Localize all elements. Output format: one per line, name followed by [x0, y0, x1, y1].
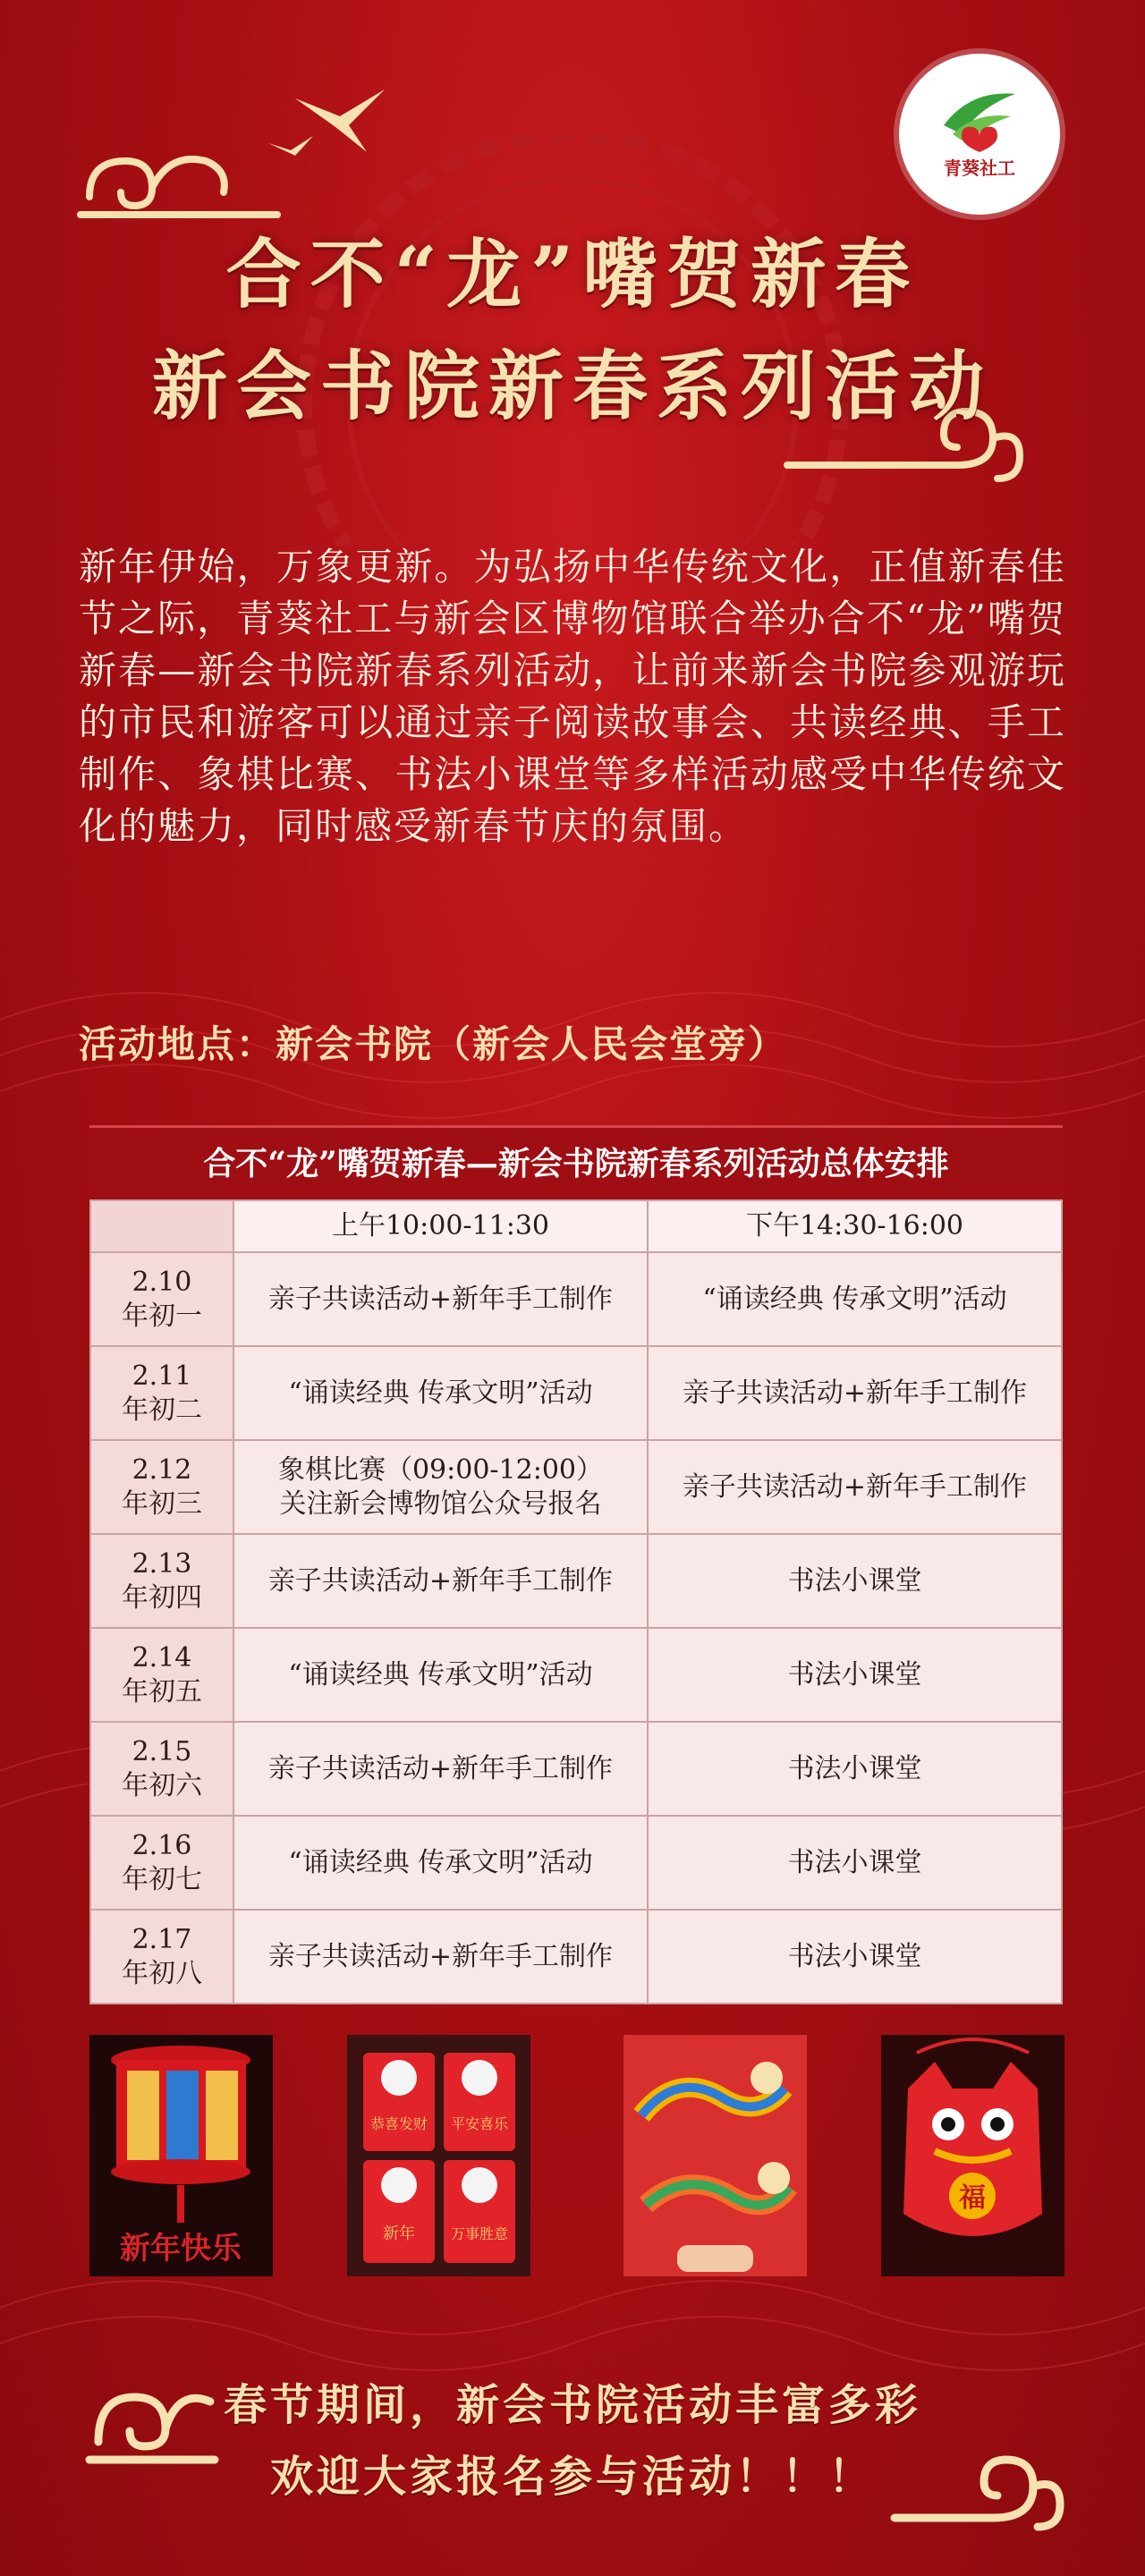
pm-activity: 书法小课堂 — [648, 1628, 1062, 1722]
table-row — [90, 1722, 1062, 1816]
envelope-text-3: 新年 — [383, 2224, 415, 2243]
table-header-row — [90, 1200, 1062, 1252]
activity-photos — [0, 2035, 1145, 2276]
am-activity: “诵读经典 传承文明”活动 — [233, 1628, 648, 1722]
lunar-day: 年初四 — [122, 1581, 202, 1614]
date-cell — [90, 1534, 233, 1628]
date-cell — [90, 1722, 233, 1816]
date-cell — [90, 1252, 233, 1346]
date: 2.15 — [131, 1735, 192, 1767]
am-activity: 亲子共读活动+新年手工制作 — [233, 1534, 648, 1628]
date-cell — [90, 1628, 233, 1722]
dragon-craft-photo — [623, 2035, 807, 2276]
date-cell — [90, 1440, 233, 1534]
am-activity — [233, 1440, 648, 1534]
lunar-day: 年初二 — [122, 1394, 202, 1426]
schedule-table — [89, 1125, 1063, 2004]
dragon-craft-image — [623, 2035, 807, 2276]
date-cell — [90, 1816, 233, 1910]
lantern-photo — [89, 2035, 273, 2276]
envelope-text-1: 恭喜发财 — [369, 2115, 428, 2132]
footer-line2: 欢迎大家报名参与活动！！！ — [269, 2452, 875, 2502]
header-date-cell — [90, 1200, 233, 1252]
lantern-image — [89, 2035, 273, 2276]
date: 2.17 — [131, 1923, 192, 1955]
envelope-text-2: 平安喜乐 — [450, 2115, 509, 2132]
table-row — [90, 1816, 1062, 1910]
venue-text: 活动地点：新会书院（新会人民会堂旁） — [79, 1022, 788, 1066]
lantern-greeting-text: 新年快乐 — [120, 2231, 242, 2267]
table-row — [90, 1252, 1062, 1346]
am-activity: 亲子共读活动+新年手工制作 — [233, 1910, 648, 2004]
logo-text: 青葵社工 — [944, 157, 1015, 179]
schedule-title: 合不“龙”嘴贺新春—新会书院新春系列活动总体安排 — [89, 1125, 1063, 1199]
dragon-bag-photo — [881, 2035, 1064, 2276]
header-am: 上午10:00-11:30 — [233, 1200, 648, 1252]
date-cell — [90, 1346, 233, 1440]
pm-activity: 书法小课堂 — [648, 1816, 1062, 1910]
page-title-line2: 新会书院新春系列活动 — [151, 342, 993, 430]
lunar-day: 年初六 — [122, 1769, 202, 1801]
table-row — [90, 1346, 1062, 1440]
table-row — [90, 1910, 1062, 2004]
lunar-day: 年初五 — [122, 1675, 202, 1707]
lunar-day: 年初一 — [122, 1300, 202, 1332]
pm-activity: 书法小课堂 — [648, 1534, 1062, 1628]
intro-paragraph: 新年伊始，万象更新。为弘扬中华传统文化，正值新春佳节之际，青葵社工与新会区博物馆联合举办合不“龙”嘴贺新春—新会书院新春系列活动，让前来新会书院参观游玩的市民和游客可以通过亲子阅读故事会、共读经典、手工制作、象棋比赛、书法小课堂等多样活动感受中华传统文化的魅力，同时感受新春节庆的氛围。 — [79, 545, 1066, 848]
pm-activity: 亲子共读活动+新年手工制作 — [648, 1440, 1062, 1534]
page-title-line1: 合不“龙”嘴贺新春 — [225, 230, 920, 318]
date: 2.16 — [131, 1829, 192, 1861]
qingkui-logo — [899, 54, 1060, 215]
red-envelope-image — [347, 2035, 530, 2276]
am-activity-line2: 关注新会博物馆公众号报名 — [279, 1487, 602, 1520]
red-envelope-photo — [347, 2035, 530, 2276]
am-activity: “诵读经典 传承文明”活动 — [233, 1346, 648, 1440]
date-cell — [90, 1910, 233, 2004]
date: 2.14 — [131, 1641, 192, 1674]
date: 2.11 — [131, 1360, 192, 1392]
dragon-bag-fu-text: 福 — [959, 2182, 986, 2214]
pm-activity: 书法小课堂 — [648, 1722, 1062, 1816]
pm-activity: 书法小课堂 — [648, 1910, 1062, 2004]
lunar-day: 年初七 — [122, 1863, 202, 1895]
envelope-text-4: 万事胜意 — [450, 2225, 509, 2242]
am-activity: 亲子共读活动+新年手工制作 — [233, 1252, 648, 1346]
dragon-bag-image — [881, 2035, 1064, 2276]
table-row — [90, 1534, 1062, 1628]
am-activity: “诵读经典 传承文明”活动 — [233, 1816, 648, 1910]
table-row — [90, 1628, 1062, 1722]
date: 2.13 — [131, 1547, 192, 1580]
pm-activity: 亲子共读活动+新年手工制作 — [648, 1346, 1062, 1440]
leaf-heart-icon — [935, 80, 1024, 152]
date: 2.10 — [131, 1266, 192, 1298]
date: 2.12 — [131, 1453, 192, 1486]
header-pm: 下午14:30-16:00 — [648, 1200, 1062, 1252]
am-activity: 亲子共读活动+新年手工制作 — [233, 1722, 648, 1816]
lunar-day: 年初八 — [122, 1957, 202, 1989]
lunar-day: 年初三 — [122, 1487, 202, 1520]
pm-activity: “诵读经典 传承文明”活动 — [648, 1252, 1062, 1346]
table-row — [90, 1440, 1062, 1534]
am-activity-line1: 象棋比赛（09:00-12:00） — [277, 1453, 604, 1486]
footer-line1: 春节期间，新会书院活动丰富多彩 — [223, 2380, 921, 2430]
